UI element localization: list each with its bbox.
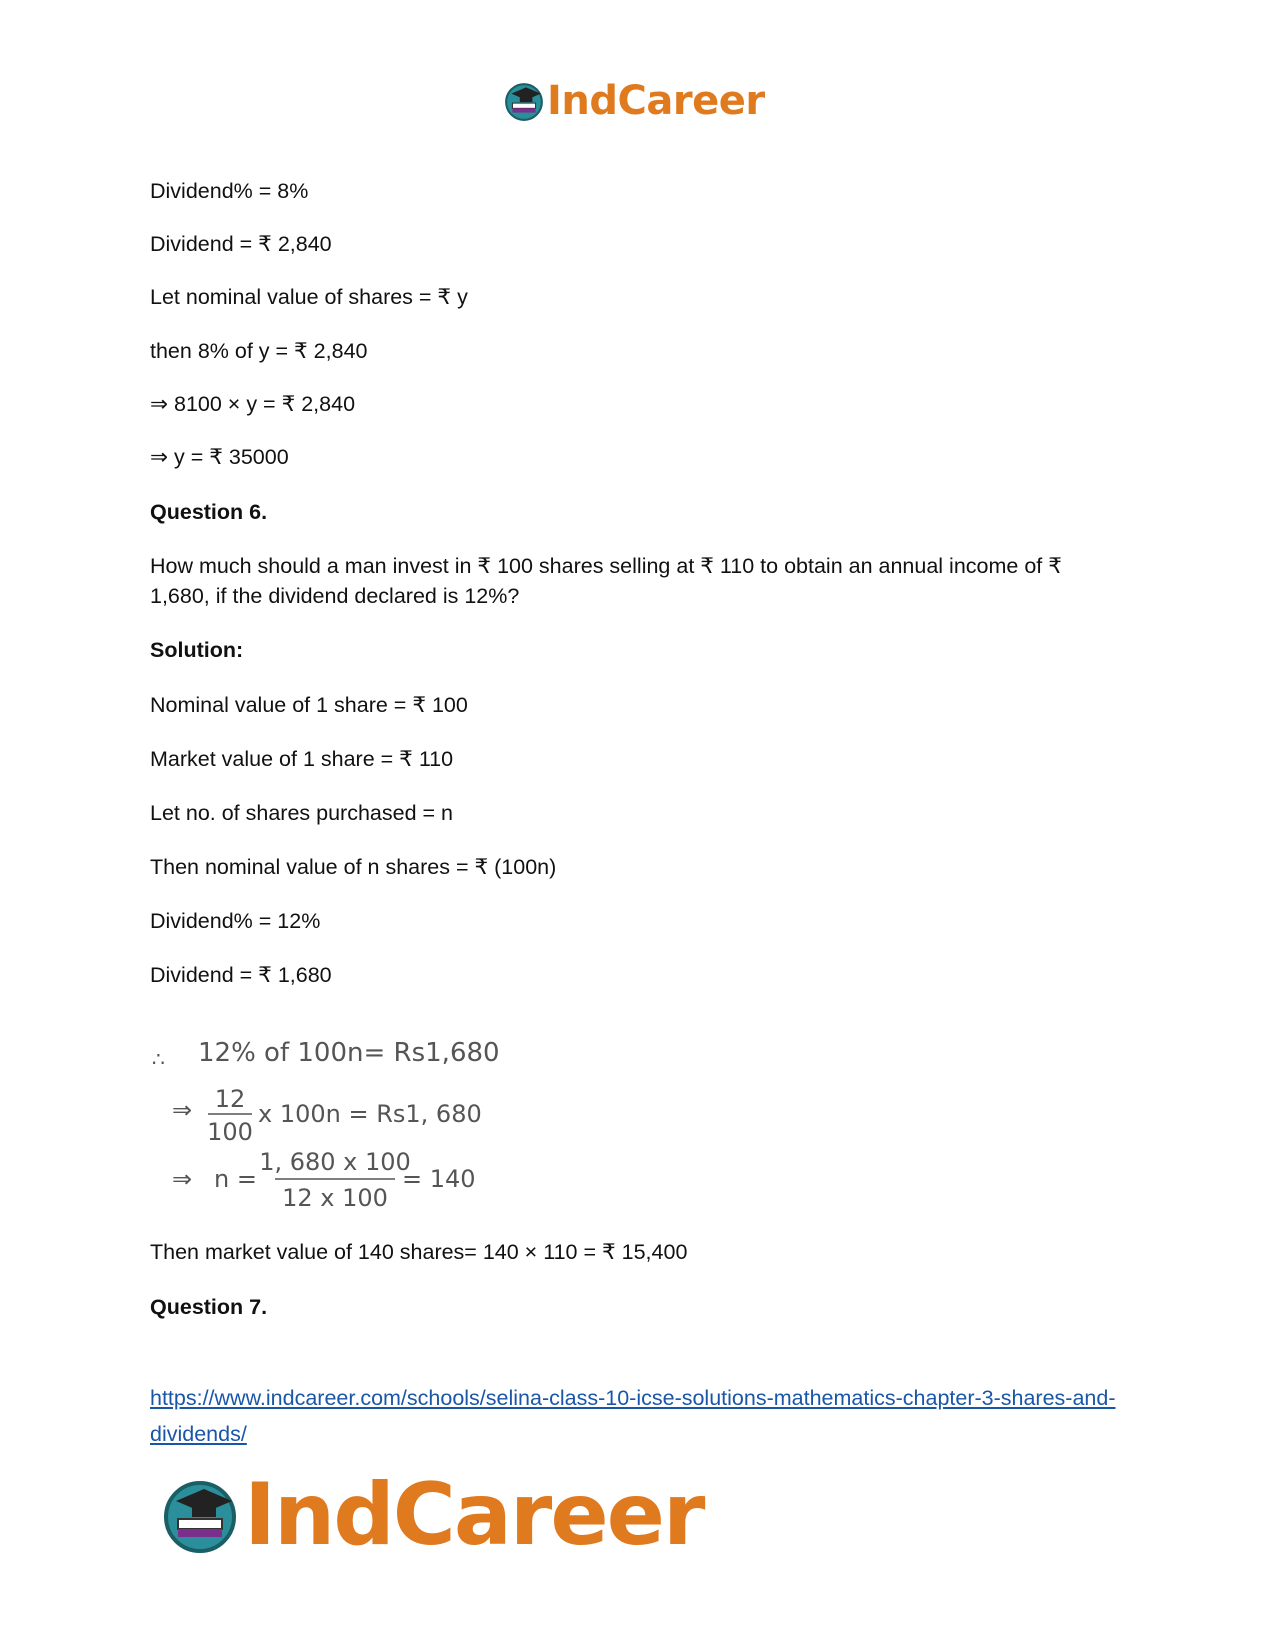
text-line: Nominal value of 1 share = ₹ 100 xyxy=(150,693,468,717)
text-line: Dividend% = 8% xyxy=(150,179,309,203)
fraction-numerator: 12 xyxy=(214,1085,246,1113)
fraction-numerator: 1, 680 x 100 xyxy=(259,1148,411,1176)
implies-symbol: ⇒ xyxy=(172,1096,193,1124)
solution-heading: Solution: xyxy=(150,638,244,662)
text-line: Let no. of shares purchased = n xyxy=(150,801,453,825)
logo-wordmark: IndCareer xyxy=(547,78,765,124)
text-line: Then market value of 140 shares= 140 × 110 = ₹ 15,400 xyxy=(150,1240,688,1264)
logo-wordmark: IndCareer xyxy=(244,1465,704,1565)
equation-row-1: 12% of 100n= Rs1,680 xyxy=(198,1038,500,1068)
equation-image xyxy=(150,1030,520,1220)
footer-logo xyxy=(160,1465,703,1565)
text-line: Then nominal value of n shares = ₹ (100n) xyxy=(150,855,557,879)
text-line: then 8% of y = ₹ 2,840 xyxy=(150,339,368,363)
graduation-cap-book-icon xyxy=(503,80,545,122)
question-heading: Question 6. xyxy=(150,500,268,524)
source-link[interactable]: https://www.indcareer.com/schools/selina-class-10-icse-solutions-mathematics-chapter-3-shares-and-dividends/ xyxy=(150,1386,1116,1446)
text-line: Dividend = ₹ 2,840 xyxy=(150,232,332,256)
equation-row-3-rhs: = 140 xyxy=(402,1165,476,1193)
question-text: How much should a man invest in ₹ 100 shares selling at ₹ 110 to obtain an annual income of ₹ 1,680, if the dividend declared is 12%? xyxy=(150,554,1062,608)
header-logo xyxy=(503,78,765,124)
text-line: Market value of 1 share = ₹ 110 xyxy=(150,747,454,771)
question-heading: Question 7. xyxy=(150,1295,268,1319)
text-line: ⇒ y = ₹ 35000 xyxy=(150,445,289,469)
text-line: Let nominal value of shares = ₹ y xyxy=(150,285,468,309)
therefore-symbol: ∴ xyxy=(152,1047,165,1071)
implies-symbol: ⇒ xyxy=(172,1165,193,1193)
text-line: ⇒ 8100 × y = ₹ 2,840 xyxy=(150,392,356,416)
text-line: Dividend% = 12% xyxy=(150,909,321,933)
fraction-denominator: 100 xyxy=(207,1118,253,1146)
equation-row-2-rest: x 100n = Rs1, 680 xyxy=(258,1100,482,1128)
equation-row-3-lhs: n = xyxy=(214,1165,257,1193)
fraction-denominator: 12 x 100 xyxy=(282,1184,388,1212)
graduation-cap-book-icon xyxy=(160,1475,240,1555)
text-line: Dividend = ₹ 1,680 xyxy=(150,963,332,987)
